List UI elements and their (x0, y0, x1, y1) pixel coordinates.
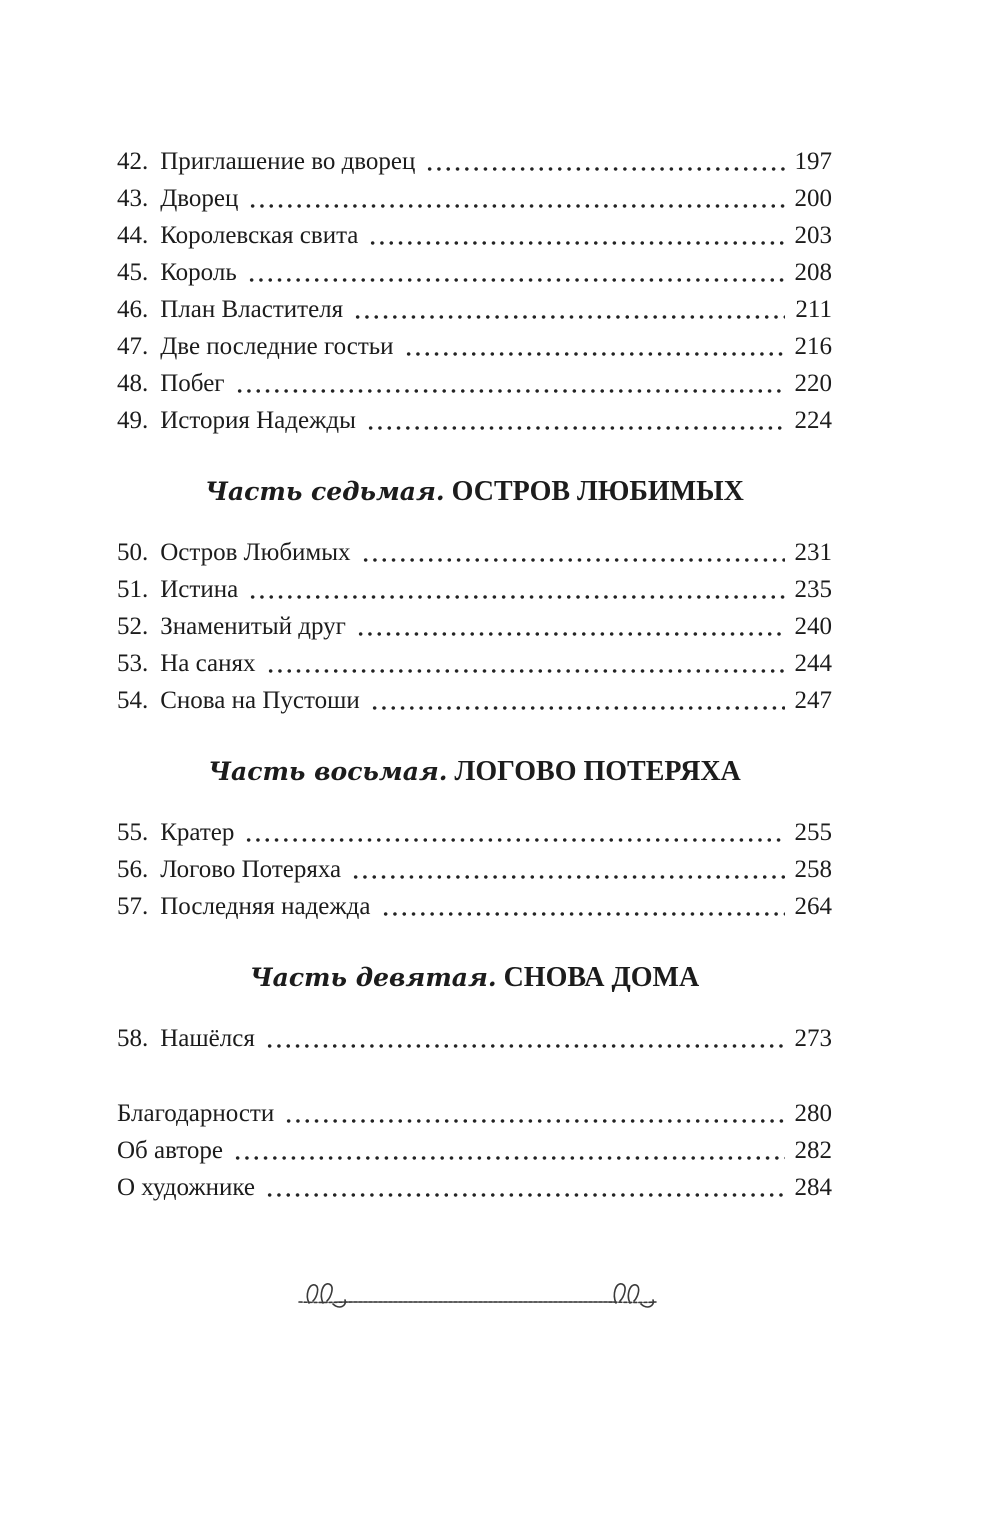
chapter-number: 55. (117, 819, 149, 846)
page-number: 197 (794, 148, 832, 175)
page-number: 258 (794, 856, 832, 883)
part-heading (117, 959, 832, 996)
page-number: 203 (794, 222, 832, 249)
toc-entry (117, 143, 832, 180)
toc-section (117, 814, 832, 925)
part-label: Часть восьмая. (208, 757, 448, 786)
dot-leader (361, 558, 785, 562)
dot-leader (244, 838, 784, 842)
dot-leader (368, 241, 784, 245)
chapter-number: 56. (117, 856, 149, 883)
dot-leader (356, 632, 785, 636)
dot-leader (366, 426, 785, 430)
page-number: 273 (794, 1025, 832, 1052)
toc-section (117, 534, 832, 719)
toc-entry (117, 645, 832, 682)
page-number: 255 (794, 819, 832, 846)
page-number: 240 (794, 613, 832, 640)
part-label: Часть девятая. (249, 963, 497, 992)
toc-entry (117, 571, 832, 608)
toc-entry (117, 365, 832, 402)
chapter-number: 51. (117, 576, 149, 603)
page-number: 200 (794, 185, 832, 212)
dot-leader (284, 1119, 784, 1123)
entry-title: О художнике (117, 1174, 256, 1201)
chapter-title: На санях (160, 650, 256, 677)
page-number: 244 (794, 650, 832, 677)
toc-extras (117, 1095, 832, 1206)
toc-section (117, 1020, 832, 1057)
part-heading (117, 473, 832, 510)
page-number: 231 (794, 539, 832, 566)
dot-leader (381, 912, 785, 916)
dot-leader (248, 204, 784, 208)
chapter-number: 45. (117, 259, 149, 286)
dot-leader (370, 706, 785, 710)
entry-title: Об авторе (117, 1137, 223, 1164)
chapter-number: 44. (117, 222, 149, 249)
chapter-title: Дворец (160, 185, 239, 212)
chapter-number: 42. (117, 148, 149, 175)
toc-entry (117, 1095, 832, 1132)
toc-entry (117, 402, 832, 439)
page-number: 264 (794, 893, 832, 920)
chapter-title: Король (160, 259, 237, 286)
page-number: 247 (794, 687, 832, 714)
chapter-number: 49. (117, 407, 149, 434)
page-number: 216 (794, 333, 832, 360)
chapter-title: Знаменитый друг (160, 613, 346, 640)
dot-leader (353, 315, 785, 319)
chapter-title: Логово Потеряха (160, 856, 342, 883)
chapter-number: 48. (117, 370, 149, 397)
entry-title: Благодарности (117, 1100, 275, 1127)
toc-entry (117, 217, 832, 254)
chapter-number: 53. (117, 650, 149, 677)
part-label: Часть седьмая. (205, 477, 445, 506)
dot-leader (235, 389, 785, 393)
toc-entry (117, 1169, 832, 1206)
part-heading (117, 753, 832, 790)
dot-leader (404, 352, 785, 356)
page-number: 282 (794, 1137, 832, 1164)
toc-entry (117, 534, 832, 571)
chapter-title: Две последние гостьи (160, 333, 394, 360)
page-number: 208 (794, 259, 832, 286)
chapter-number: 52. (117, 613, 149, 640)
page-number: 235 (794, 576, 832, 603)
chapter-title: Истина (160, 576, 239, 603)
dot-leader (248, 595, 784, 599)
dot-leader (233, 1156, 785, 1160)
dot-leader (351, 875, 784, 879)
dot-leader (265, 1193, 784, 1197)
dot-leader (425, 167, 784, 171)
chapter-number: 43. (117, 185, 149, 212)
page-number: 220 (794, 370, 832, 397)
toc-entry (117, 254, 832, 291)
toc-entry (117, 814, 832, 851)
toc-entry (117, 608, 832, 645)
toc-entry (117, 328, 832, 365)
toc-entry (117, 180, 832, 217)
dot-leader (247, 278, 785, 282)
chapter-number: 54. (117, 687, 149, 714)
dot-leader (265, 1044, 785, 1048)
part-title: ОСТРОВ ЛЮБИМЫХ (451, 476, 744, 507)
chapter-title: Последняя надежда (160, 893, 371, 920)
toc-entry (117, 1020, 832, 1057)
part-title: СНОВА ДОМА (503, 962, 700, 993)
chapter-title: Нашёлся (160, 1025, 255, 1052)
toc-entry (117, 1132, 832, 1169)
toc-entry (117, 888, 832, 925)
chapter-number: 50. (117, 539, 149, 566)
page-number: 280 (794, 1100, 832, 1127)
chapter-number: 46. (117, 296, 149, 323)
toc-entry (117, 291, 832, 328)
chapter-title: Остров Любимых (160, 539, 351, 566)
chapter-title: Кратер (160, 819, 235, 846)
vine-flourish-divider-icon (295, 1273, 660, 1313)
chapter-title: Снова на Пустоши (160, 687, 360, 714)
chapter-title: История Надежды (160, 407, 356, 434)
toc-entry (117, 682, 832, 719)
part-title: ЛОГОВО ПОТЕРЯХА (454, 756, 741, 787)
page-number: 284 (794, 1174, 832, 1201)
chapter-number: 58. (117, 1025, 149, 1052)
toc-section-continued (117, 143, 832, 439)
chapter-title: Приглашение во дворец (160, 148, 416, 175)
table-of-contents (117, 143, 832, 1206)
chapter-number: 57. (117, 893, 149, 920)
chapter-title: Королевская свита (160, 222, 359, 249)
chapter-title: Побег (160, 370, 225, 397)
page-number: 224 (794, 407, 832, 434)
page-number: 211 (795, 296, 832, 323)
dot-leader (266, 669, 785, 673)
chapter-number: 47. (117, 333, 149, 360)
chapter-title: План Властителя (160, 296, 344, 323)
toc-entry (117, 851, 832, 888)
